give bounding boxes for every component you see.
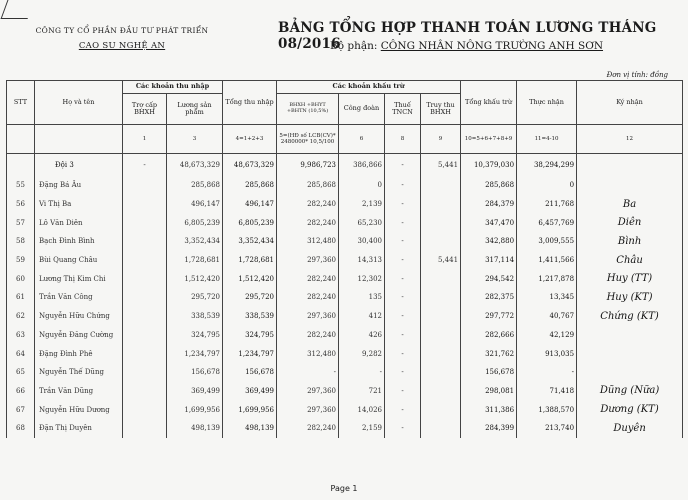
row-bhxh-deduction: 312,480 — [277, 344, 339, 363]
row-bhxh-benefit — [123, 419, 167, 438]
row-pit: - — [385, 213, 421, 232]
row-net: 6,457,769 — [517, 213, 577, 232]
row-bhxh-benefit — [123, 232, 167, 251]
group-total-deduction: 10,379,030 — [461, 154, 517, 177]
row-name: Đặn Thị Duyên — [35, 419, 123, 438]
row-net: 1,388,570 — [517, 400, 577, 419]
row-recovery — [421, 419, 461, 438]
company-header — [22, 26, 222, 51]
row-union: 12,302 — [339, 269, 385, 288]
row-product-salary: 156,678 — [167, 363, 223, 382]
row-name: Vi Thị Ba — [35, 195, 123, 214]
row-pit: - — [385, 288, 421, 307]
row-name: Lương Thị Kim Chi — [35, 269, 123, 288]
handwritten-signature: Dương (KT) — [600, 404, 659, 416]
row-signature — [577, 400, 683, 419]
header-pit: Thuế TNCN — [385, 94, 421, 125]
row-product-salary: 1,512,420 — [167, 269, 223, 288]
row-product-salary: 1,234,797 — [167, 344, 223, 363]
row-net: 0 — [517, 176, 577, 195]
row-net: 42,129 — [517, 326, 577, 345]
table-row — [7, 326, 683, 345]
row-product-salary: 496,147 — [167, 195, 223, 214]
row-total-income: 1,699,956 — [223, 400, 277, 419]
row-total-deduction: 156,678 — [461, 363, 517, 382]
row-bhxh-benefit — [123, 400, 167, 419]
header-union: Công đoàn — [339, 94, 385, 125]
row-bhxh-deduction: 282,240 — [277, 269, 339, 288]
row-pit: - — [385, 419, 421, 438]
row-stt: 68 — [7, 419, 35, 438]
department-value: CÔNG NHÂN NÔNG TRƯỜNG ANH SƠN — [380, 40, 604, 52]
row-union: 0 — [339, 176, 385, 195]
row-recovery — [421, 176, 461, 195]
table-row — [7, 363, 683, 382]
row-product-salary: 338,539 — [167, 307, 223, 326]
header-stt: STT — [7, 81, 35, 125]
row-total-deduction: 321,762 — [461, 344, 517, 363]
row-bhxh-benefit — [123, 195, 167, 214]
row-recovery — [421, 232, 461, 251]
row-net: 1,217,878 — [517, 269, 577, 288]
formula-cell: 3 — [167, 125, 223, 154]
row-total-income: 285,868 — [223, 176, 277, 195]
row-net: 71,418 — [517, 382, 577, 401]
row-total-deduction: 317,114 — [461, 251, 517, 270]
row-net: 1,411,566 — [517, 251, 577, 270]
header-bhxh-recovery: Truy thu BHXH — [421, 94, 461, 125]
handwritten-signature: Dũng (Nữa) — [599, 385, 660, 397]
group-row — [7, 154, 683, 177]
row-stt: 57 — [7, 213, 35, 232]
row-union: 412 — [339, 307, 385, 326]
row-total-deduction: 285,868 — [461, 176, 517, 195]
handwritten-signature: Diên — [617, 217, 642, 229]
row-union: 30,400 — [339, 232, 385, 251]
row-union: 135 — [339, 288, 385, 307]
row-total-income: 324,795 — [223, 326, 277, 345]
row-pit: - — [385, 195, 421, 214]
group-name: Đội 3 — [35, 154, 123, 177]
row-pit: - — [385, 176, 421, 195]
row-bhxh-benefit — [123, 326, 167, 345]
row-total-income: 1,512,420 — [223, 269, 277, 288]
row-signature — [577, 363, 683, 382]
formula-cell: 8 — [385, 125, 421, 154]
row-net: 13,345 — [517, 288, 577, 307]
row-bhxh-benefit — [123, 176, 167, 195]
row-bhxh-benefit — [123, 269, 167, 288]
row-pit: - — [385, 344, 421, 363]
row-signature — [577, 232, 683, 251]
row-pit: - — [385, 269, 421, 288]
row-signature — [577, 326, 683, 345]
formula-row — [7, 125, 683, 154]
row-pit: - — [385, 400, 421, 419]
table-row — [7, 400, 683, 419]
formula-cell: 4=1+2+3 — [223, 125, 277, 154]
row-recovery — [421, 382, 461, 401]
row-union: 2,139 — [339, 195, 385, 214]
row-pit: - — [385, 363, 421, 382]
row-product-salary: 1,699,956 — [167, 400, 223, 419]
row-bhxh-deduction: 282,240 — [277, 326, 339, 345]
handwritten-signature: Duyên — [613, 422, 646, 434]
company-name-line2: CAO SU NGHỆ AN — [78, 41, 166, 51]
row-bhxh-deduction: 297,360 — [277, 382, 339, 401]
row-total-deduction: 282,666 — [461, 326, 517, 345]
row-product-salary: 285,868 — [167, 176, 223, 195]
row-bhxh-benefit — [123, 288, 167, 307]
group-union: 386,866 — [339, 154, 385, 177]
row-stt: 59 — [7, 251, 35, 270]
row-name: Lô Văn Diên — [35, 213, 123, 232]
row-name: Đặng Bá Âu — [35, 176, 123, 195]
table-row — [7, 419, 683, 438]
document-title: BẢNG TỔNG HỢP THANH TOÁN LƯƠNG THÁNG 08/2016 — [278, 20, 657, 52]
row-net: 913,035 — [517, 344, 577, 363]
row-total-income: 369,499 — [223, 382, 277, 401]
row-total-income: 338,539 — [223, 307, 277, 326]
row-signature — [577, 344, 683, 363]
row-bhxh-deduction: 297,360 — [277, 400, 339, 419]
row-name: Đặng Đình Phê — [35, 344, 123, 363]
row-product-salary: 3,352,434 — [167, 232, 223, 251]
row-union: 14,313 — [339, 251, 385, 270]
group-net: 38,294,299 — [517, 154, 577, 177]
row-total-deduction: 284,379 — [461, 195, 517, 214]
formula-cell: 11=4-10 — [517, 125, 577, 154]
table-row — [7, 382, 683, 401]
handwritten-signature: Châu — [616, 254, 643, 266]
row-name: Trần Văn Dũng — [35, 382, 123, 401]
table-row — [7, 176, 683, 195]
row-recovery — [421, 344, 461, 363]
row-pit: - — [385, 307, 421, 326]
row-bhxh-deduction: 282,240 — [277, 195, 339, 214]
row-total-deduction: 297,772 — [461, 307, 517, 326]
row-total-income: 498,139 — [223, 419, 277, 438]
row-net: 40,767 — [517, 307, 577, 326]
formula-cell: 1 — [123, 125, 167, 154]
row-name: Trần Văn Công — [35, 288, 123, 307]
row-bhxh-deduction: 297,360 — [277, 307, 339, 326]
row-recovery — [421, 326, 461, 345]
row-net: 211,768 — [517, 195, 577, 214]
row-union: 2,159 — [339, 419, 385, 438]
table-row — [7, 213, 683, 232]
corner-mark — [1, 0, 35, 19]
row-recovery — [421, 400, 461, 419]
row-recovery — [421, 213, 461, 232]
group-bhxh-benefit: - — [123, 154, 167, 177]
row-name: Bạch Đình Bình — [35, 232, 123, 251]
formula-cell — [35, 125, 123, 154]
group-pit: - — [385, 154, 421, 177]
row-net: 3,009,555 — [517, 232, 577, 251]
row-total-income: 1,234,797 — [223, 344, 277, 363]
row-product-salary: 324,795 — [167, 326, 223, 345]
row-name: Nguyễn Hữu Chứng — [35, 307, 123, 326]
header-name: Họ và tên — [35, 81, 123, 125]
row-total-income: 3,352,434 — [223, 232, 277, 251]
row-name: Bùi Quang Châu — [35, 251, 123, 270]
row-stt: 60 — [7, 269, 35, 288]
row-recovery — [421, 269, 461, 288]
row-recovery — [421, 363, 461, 382]
row-bhxh-deduction: 282,240 — [277, 213, 339, 232]
row-product-salary: 295,720 — [167, 288, 223, 307]
row-stt: 67 — [7, 400, 35, 419]
row-total-income: 156,678 — [223, 363, 277, 382]
row-net: - — [517, 363, 577, 382]
header-net: Thực nhận — [517, 81, 577, 125]
row-bhxh-deduction: 312,480 — [277, 232, 339, 251]
row-name: Nguyễn Thế Dũng — [35, 363, 123, 382]
table-row — [7, 195, 683, 214]
row-signature — [577, 419, 683, 438]
table-row — [7, 269, 683, 288]
header-bhxh-deduction: BHXH +BHYT +BHTN (10,5%) — [277, 94, 339, 125]
department-label: Bộ phận: — [330, 40, 378, 52]
row-total-deduction: 298,081 — [461, 382, 517, 401]
group-recovery: 5,441 — [421, 154, 461, 177]
row-bhxh-benefit — [123, 213, 167, 232]
row-bhxh-benefit — [123, 382, 167, 401]
table-row — [7, 232, 683, 251]
handwritten-signature: Chứng (KT) — [600, 310, 659, 322]
row-recovery: 5,441 — [421, 251, 461, 270]
row-stt: 63 — [7, 326, 35, 345]
row-union: 14,026 — [339, 400, 385, 419]
row-signature — [577, 251, 683, 270]
row-total-deduction: 347,470 — [461, 213, 517, 232]
row-total-deduction: 342,880 — [461, 232, 517, 251]
row-bhxh-deduction: - — [277, 363, 339, 382]
row-stt: 58 — [7, 232, 35, 251]
row-total-income: 6,805,239 — [223, 213, 277, 232]
header-product-salary: Lương sản phẩm — [167, 94, 223, 125]
row-stt: 65 — [7, 363, 35, 382]
row-pit: - — [385, 382, 421, 401]
row-total-income: 1,728,681 — [223, 251, 277, 270]
row-pit: - — [385, 251, 421, 270]
group-total-income: 48,673,329 — [223, 154, 277, 177]
table-row — [7, 251, 683, 270]
row-stt: 56 — [7, 195, 35, 214]
row-signature — [577, 288, 683, 307]
row-signature — [577, 307, 683, 326]
row-signature — [577, 176, 683, 195]
header-signature: Ký nhận — [577, 81, 683, 125]
row-pit: - — [385, 326, 421, 345]
row-total-income: 496,147 — [223, 195, 277, 214]
row-stt: 66 — [7, 382, 35, 401]
row-signature — [577, 382, 683, 401]
row-product-salary: 498,139 — [167, 419, 223, 438]
formula-cell: 12 — [577, 125, 683, 154]
formula-cell: 6 — [339, 125, 385, 154]
group-bhxh-deduction: 9,986,723 — [277, 154, 339, 177]
header-total-deduction: Tổng khấu trừ — [461, 81, 517, 125]
row-product-salary: 369,499 — [167, 382, 223, 401]
formula-cell: 10=5+6+7+8+9 — [461, 125, 517, 154]
table-row — [7, 344, 683, 363]
row-net: 213,740 — [517, 419, 577, 438]
row-total-deduction: 284,399 — [461, 419, 517, 438]
page-footer: Page 1 — [330, 484, 358, 493]
row-recovery — [421, 195, 461, 214]
row-bhxh-deduction: 285,868 — [277, 176, 339, 195]
row-signature — [577, 195, 683, 214]
formula-cell — [7, 125, 35, 154]
handwritten-signature: Huy (KT) — [606, 291, 653, 303]
row-bhxh-benefit — [123, 344, 167, 363]
row-total-deduction: 311,386 — [461, 400, 517, 419]
department-line — [330, 40, 603, 52]
row-union: - — [339, 363, 385, 382]
currency-unit: Đơn vị tính: đồng — [606, 71, 668, 79]
handwritten-signature: Bình — [617, 235, 642, 247]
company-name-line1: CÔNG TY CỔ PHẦN ĐẦU TƯ PHÁT TRIỂN — [35, 26, 209, 35]
row-product-salary: 1,728,681 — [167, 251, 223, 270]
row-pit: - — [385, 232, 421, 251]
table-row — [7, 288, 683, 307]
row-recovery — [421, 288, 461, 307]
formula-cell: 5=(HĐ số LCB(CV)* 2480000* 10,5/100 — [277, 125, 339, 154]
row-union: 9,282 — [339, 344, 385, 363]
row-signature — [577, 269, 683, 288]
row-stt: 61 — [7, 288, 35, 307]
row-bhxh-deduction: 282,240 — [277, 288, 339, 307]
row-name: Nguyễn Hữu Dương — [35, 400, 123, 419]
header-bhxh-benefit: Trợ cấp BHXH — [123, 94, 167, 125]
row-stt: 55 — [7, 176, 35, 195]
payroll-table — [6, 80, 683, 438]
handwritten-signature: Ba — [622, 198, 637, 210]
table-row — [7, 307, 683, 326]
group-product-salary: 48,673,329 — [167, 154, 223, 177]
row-bhxh-deduction: 297,360 — [277, 251, 339, 270]
row-stt: 62 — [7, 307, 35, 326]
row-bhxh-benefit — [123, 251, 167, 270]
row-product-salary: 6,805,239 — [167, 213, 223, 232]
handwritten-signature: Huy (TT) — [606, 273, 653, 285]
row-total-deduction: 294,542 — [461, 269, 517, 288]
row-bhxh-benefit — [123, 363, 167, 382]
row-stt: 64 — [7, 344, 35, 363]
row-total-deduction: 282,375 — [461, 288, 517, 307]
row-total-income: 295,720 — [223, 288, 277, 307]
row-union: 721 — [339, 382, 385, 401]
row-union: 65,230 — [339, 213, 385, 232]
formula-cell: 9 — [421, 125, 461, 154]
header-deduction-group: Các khoản khấu trừ — [277, 81, 461, 94]
row-bhxh-deduction: 282,240 — [277, 419, 339, 438]
row-bhxh-benefit — [123, 307, 167, 326]
row-signature — [577, 213, 683, 232]
header-total-income: Tổng thu nhập — [223, 81, 277, 125]
row-name: Nguyễn Đăng Cường — [35, 326, 123, 345]
row-union: 426 — [339, 326, 385, 345]
header-income-group: Các khoản thu nhập — [123, 81, 223, 94]
row-recovery — [421, 307, 461, 326]
